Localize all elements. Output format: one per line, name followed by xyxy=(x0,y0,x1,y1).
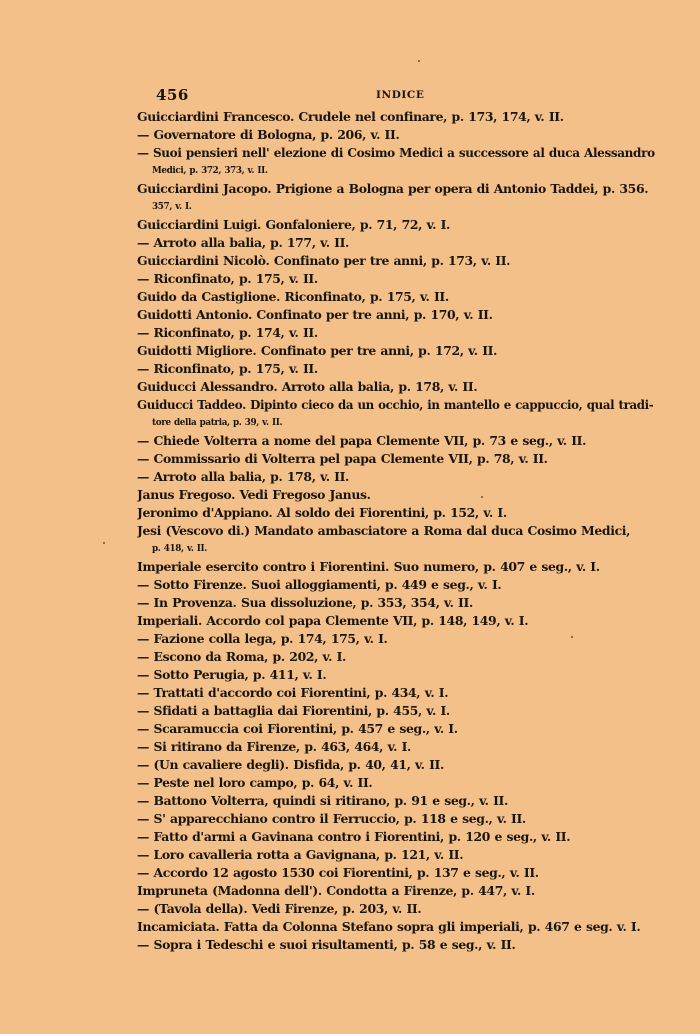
index-entry: Guidotti Antonio. Confinato per tre anni, p. 170, v. II. xyxy=(137,307,493,322)
index-subentry: — S' apparecchiano contro il Ferruccio, p. 118 e seg., v. II. xyxy=(137,811,526,826)
index-subentry: — Accordo 12 agosto 1530 coi Fiorentini, p. 137 e seg., v. II. xyxy=(137,865,539,880)
index-entry: Guiducci Alessandro. Arroto alla balia, p. 178, v. II. xyxy=(137,379,478,394)
index-entry: Impruneta (Madonna dell'). Condotta a Firenze, p. 447, v. I. xyxy=(137,883,535,898)
index-subentry: — Sotto Perugia, p. 411, v. I. xyxy=(137,667,327,682)
index-entry: Incamiciata. Fatta da Colonna Stefano sopra gli imperiali, p. 467 e seg. v. I. xyxy=(137,919,641,934)
index-entry: Jeronimo d'Appiano. Al soldo dei Fiorentini, p. 152, v. I. xyxy=(137,505,507,520)
index-subentry: — (Un cavaliere degli). Disfida, p. 40, 41, v. II. xyxy=(137,757,444,772)
index-entries xyxy=(137,108,657,954)
index-subentry: — In Provenza. Sua dissoluzione, p. 353, 354, v. II. xyxy=(137,595,473,610)
paper-speck xyxy=(418,60,420,62)
index-entry: Guido da Castiglione. Riconfinato, p. 175, v. II. xyxy=(137,289,449,304)
index-subentry: — Fatto d'armi a Gavinana contro i Fiorentini, p. 120 e seg., v. II. xyxy=(137,829,571,844)
index-entry: Guicciardini Francesco. Crudele nel confinare, p. 173, 174, v. II. xyxy=(137,109,564,124)
index-entry-continuation: p. 418, v. II. xyxy=(152,544,208,554)
index-subentry: — Trattati d'accordo coi Fiorentini, p. 434, v. I. xyxy=(137,685,449,700)
paper-speck xyxy=(481,496,483,498)
index-subentry: — Peste nel loro campo, p. 64, v. II. xyxy=(137,775,373,790)
index-subentry: — Governatore di Bologna, p. 206, v. II. xyxy=(137,127,400,142)
index-subentry: — Riconfinato, p. 174, v. II. xyxy=(137,325,318,340)
index-subentry: — Sfidati a battaglia dai Fiorentini, p. 455, v. I. xyxy=(137,703,450,718)
index-entry: Jesi (Vescovo di.) Mandato ambasciatore a Roma dal duca Cosimo Medici, xyxy=(137,523,631,538)
index-subentry: — Si ritirano da Firenze, p. 463, 464, v. I. xyxy=(137,739,412,754)
index-entry-continuation: 357, v. I. xyxy=(152,202,192,212)
index-subentry: — Escono da Roma, p. 202, v. I. xyxy=(137,649,346,664)
index-subentry: — Commissario di Volterra pel papa Clemente VII, p. 78, v. II. xyxy=(137,451,548,466)
page-header xyxy=(156,86,436,106)
index-subentry: — Suoi pensieri nell' elezione di Cosimo Medici a successore al duca Alessandro xyxy=(137,146,655,160)
index-subentry: — Arroto alla balia, p. 177, v. II. xyxy=(137,235,350,250)
index-subentry: — Fazione colla lega, p. 174, 175, v. I. xyxy=(137,631,388,646)
index-entry: Guidotti Migliore. Confinato per tre anni, p. 172, v. II. xyxy=(137,343,498,358)
index-subentry: — Sotto Firenze. Suoi alloggiamenti, p. 449 e seg., v. I. xyxy=(137,577,502,592)
index-subentry: — Arroto alla balia, p. 178, v. II. xyxy=(137,469,350,484)
index-entry: Guicciardini Nicolò. Confinato per tre anni, p. 173, v. II. xyxy=(137,253,511,268)
index-entry: Guicciardini Jacopo. Prigione a Bologna per opera di Antonio Taddei, p. 356. xyxy=(137,181,649,196)
page-number: 456 xyxy=(156,86,189,104)
index-entry-continuation: Medici, p. 372, 373, v. II. xyxy=(152,166,268,176)
index-entry: Imperiale esercito contro i Fiorentini. Suo numero, p. 407 e seg., v. I. xyxy=(137,559,600,574)
paper-speck xyxy=(571,636,573,638)
index-subentry: — Riconfinato, p. 175, v. II. xyxy=(137,361,318,376)
index-subentry: — Sopra i Tedeschi e suoi risultamenti, p. 58 e seg., v. II. xyxy=(137,937,516,952)
paper-speck xyxy=(103,542,105,544)
index-subentry: — Chiede Volterra a nome del papa Clemente VII, p. 73 e seg., v. II. xyxy=(137,433,587,448)
index-entry: Imperiali. Accordo col papa Clemente VII, p. 148, 149, v. I. xyxy=(137,613,529,628)
index-entry: Janus Fregoso. Vedi Fregoso Janus. xyxy=(137,487,371,502)
index-entry-continuation: tore della patria, p. 39, v. II. xyxy=(152,418,283,428)
index-subentry: — Scaramuccia coi Fiorentini, p. 457 e seg., v. I. xyxy=(137,721,458,736)
index-subentry: — Battono Volterra, quindi si ritirano, p. 91 e seg., v. II. xyxy=(137,793,508,808)
running-head: INDICE xyxy=(376,89,425,101)
index-entry: Guiducci Taddeo. Dipinto cieco da un occhio, in mantello e cappuccio, qual tradi- xyxy=(137,398,654,412)
index-entry: Guicciardini Luigi. Gonfaloniere, p. 71, 72, v. I. xyxy=(137,217,451,232)
index-subentry: — Riconfinato, p. 175, v. II. xyxy=(137,271,318,286)
index-subentry: — Loro cavalleria rotta a Gavignana, p. 121, v. II. xyxy=(137,847,464,862)
index-subentry: — (Tavola della). Vedi Firenze, p. 203, v. II. xyxy=(137,901,422,916)
